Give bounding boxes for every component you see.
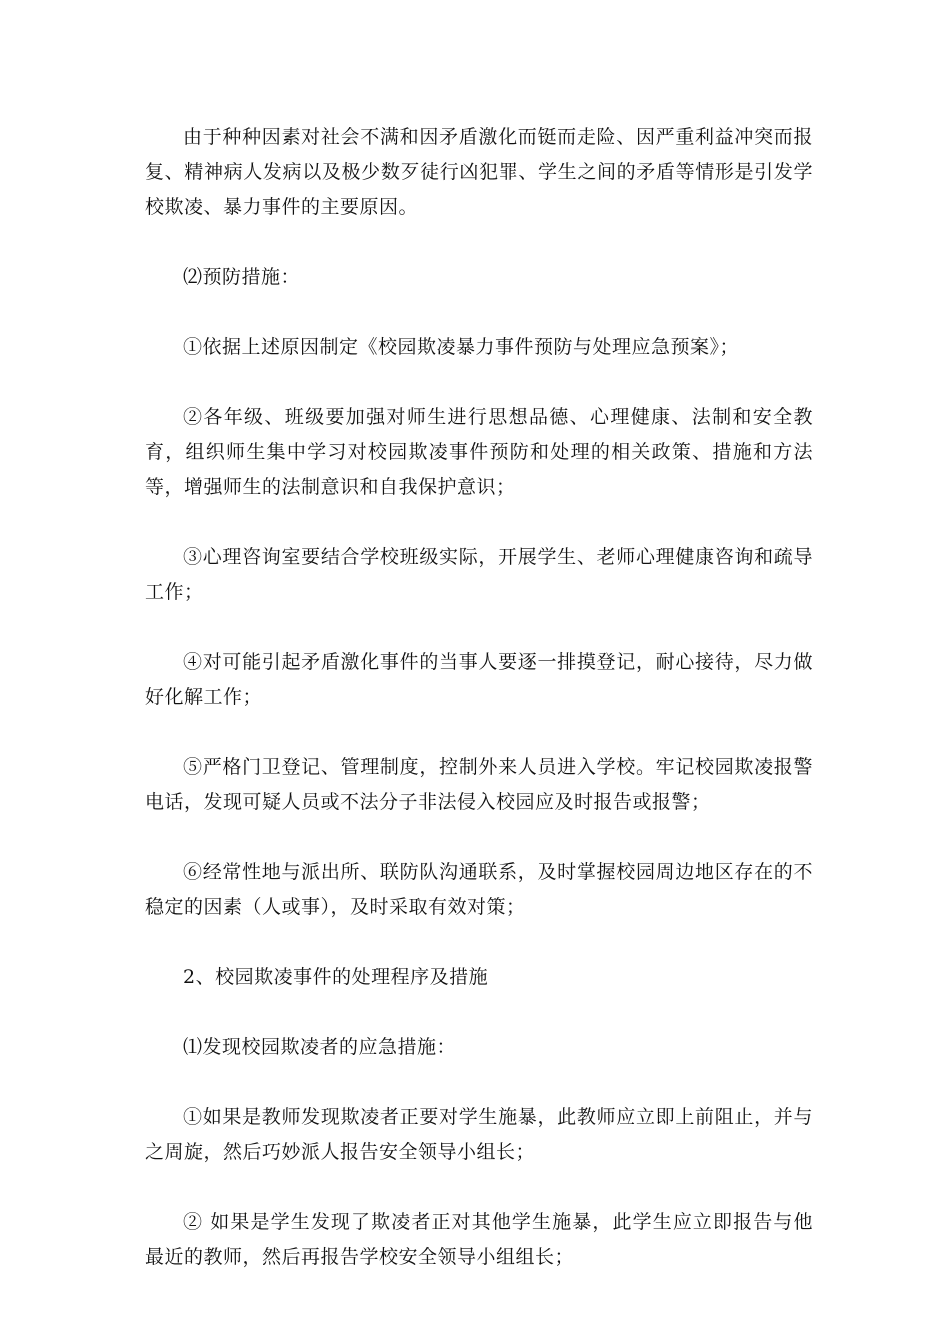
paragraph-measure-3: ③心理咨询室要结合学校班级实际，开展学生、老师心理健康咨询和疏导工作； <box>145 546 813 603</box>
paragraph-measure-2: ②各年级、班级要加强对师生进行思想品德、心理健康、法制和安全教育，组织师生集中学习对校园欺凌事件预防和处理的相关政策、措施和方法等，增强师生的法制意识和自我保护意识； <box>145 406 813 498</box>
document-body <box>145 120 813 1310</box>
paragraph-emergency-2: ② 如果是学生发现了欺凌者正对其他学生施暴，此学生应立即报告与他最近的教师，然后再报告学校安全领导小组组长； <box>145 1211 813 1268</box>
paragraph-measure-6: ⑥经常性地与派出所、联防队沟通联系，及时掌握校园周边地区存在的不稳定的因素（人或事），及时采取有效对策； <box>145 861 813 918</box>
section-heading-handling: 2、校园欺凌事件的处理程序及措施 <box>183 966 489 988</box>
heading-prevention-measures: ⑵预防措施： <box>183 266 301 288</box>
paragraph-causes: 由于种种因素对社会不满和因矛盾激化而铤而走险、因严重利益冲突而报复、精神病人发病以及极少数歹徒行凶犯罪、学生之间的矛盾等情形是引发学校欺凌、暴力事件的主要原因。 <box>145 126 813 218</box>
subheading-emergency-measures: ⑴发现校园欺凌者的应急措施： <box>183 1036 457 1058</box>
paragraph-emergency-1: ①如果是教师发现欺凌者正要对学生施暴，此教师应立即上前阻止，并与之周旋，然后巧妙派人报告安全领导小组长； <box>145 1106 813 1163</box>
paragraph-measure-5: ⑤严格门卫登记、管理制度，控制外来人员进入学校。牢记校园欺凌报警电话，发现可疑人员或不法分子非法侵入校园应及时报告或报警； <box>145 756 813 813</box>
paragraph-measure-4: ④对可能引起矛盾激化事件的当事人要逐一排摸登记，耐心接待，尽力做好化解工作； <box>145 651 813 708</box>
paragraph-measure-1: ①依据上述原因制定《校园欺凌暴力事件预防与处理应急预案》； <box>183 336 740 358</box>
